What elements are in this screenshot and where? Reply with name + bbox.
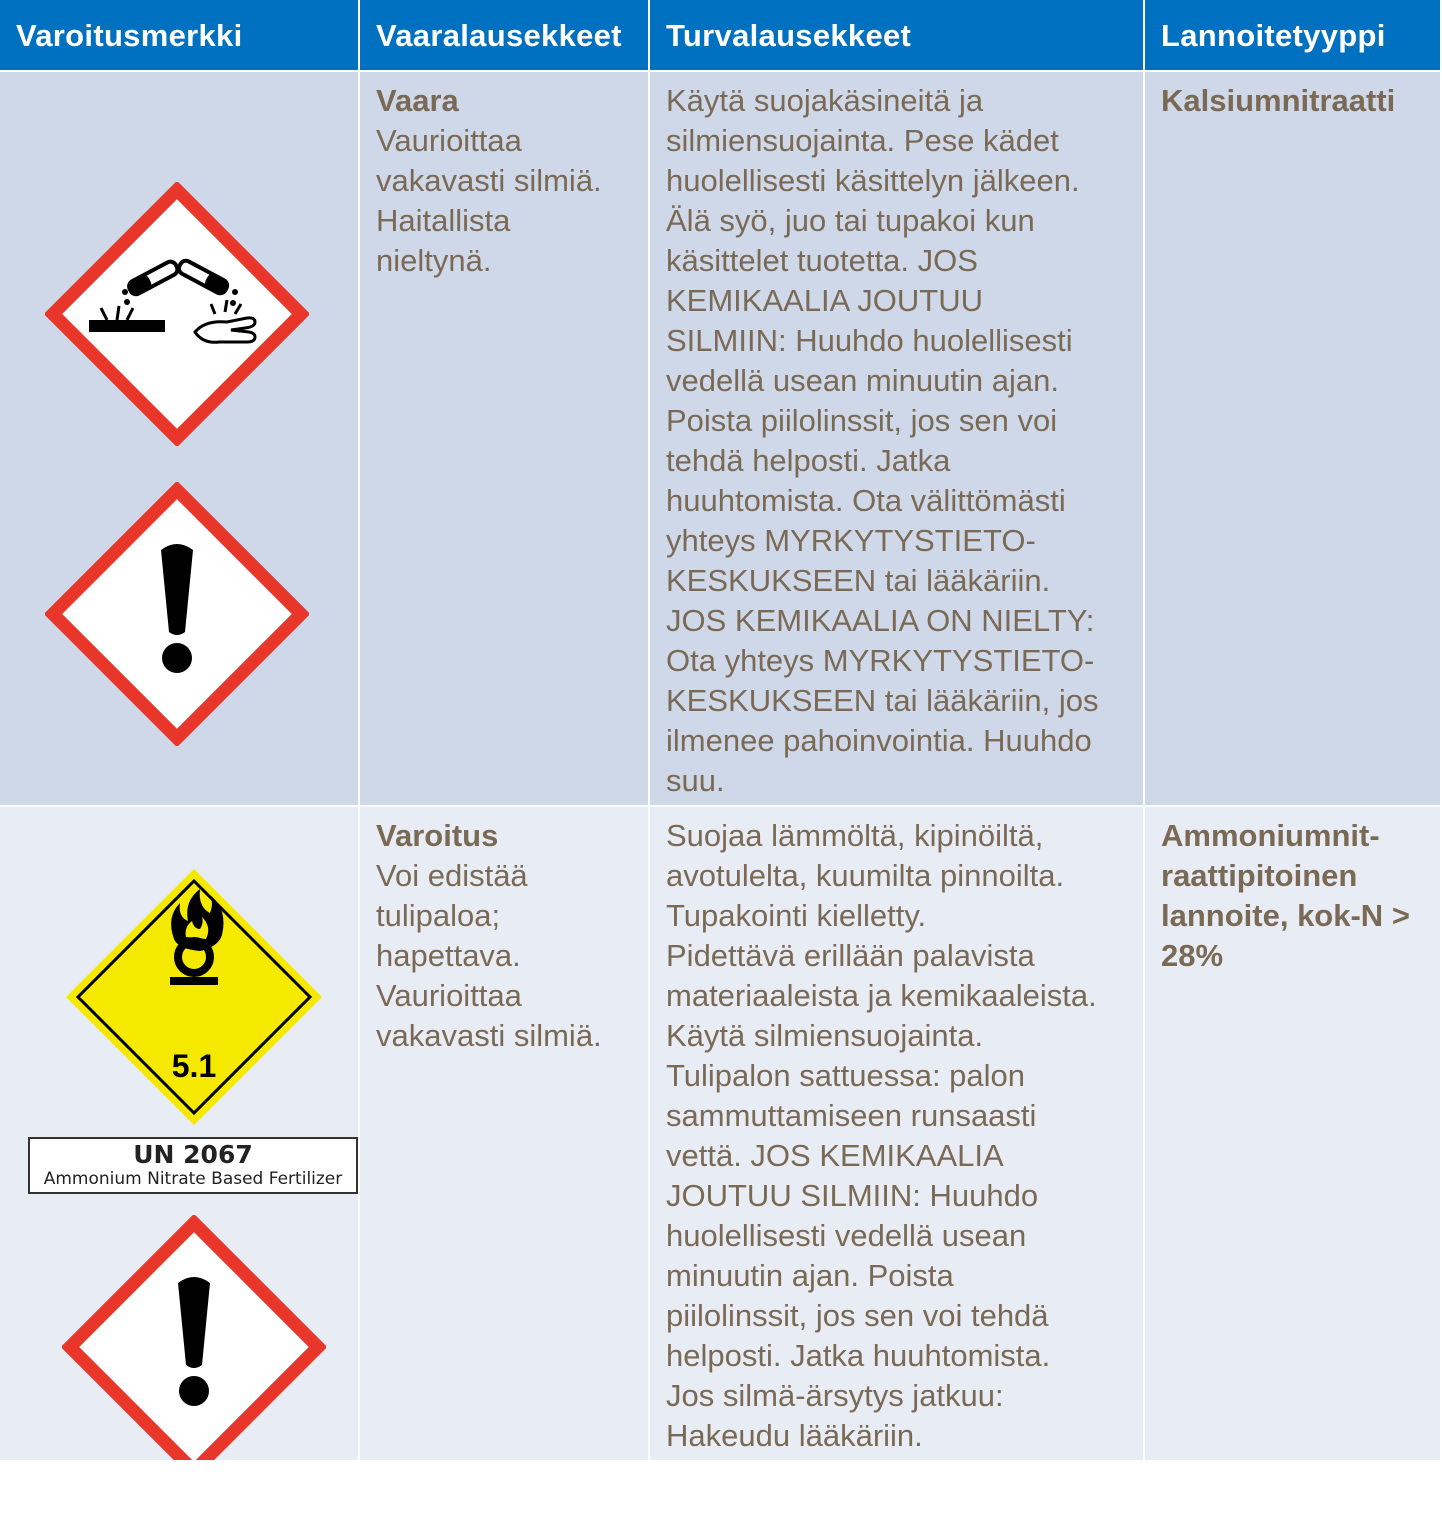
header-turvalausekkeet: Turvalausekkeet (650, 0, 1145, 72)
hazard-line: Vaurioittaa (376, 978, 522, 1013)
un-label (28, 1137, 358, 1194)
exclamation-icon (45, 482, 309, 746)
safety-line: Käytä silmiensuojainta. (666, 1018, 984, 1053)
safety-line: Suojaa lämmöltä, kipinöiltä, (666, 818, 1044, 853)
safety-line: Älä syö, juo tai tupakoi kun (666, 203, 1035, 238)
hazard-line: vakavasti silmiä. (376, 163, 602, 198)
fertilizer-line: > 28% (1161, 898, 1410, 973)
safety-line: käsittelet tuotetta. JOS (666, 243, 978, 278)
fertilizer-line: Kalsiumnitraatti (1161, 83, 1396, 118)
safety-line: ilmenee pahoinvointia. Huuhdo (666, 723, 1092, 758)
safety-line: SILMIIN: Huuhdo huolellisesti (666, 323, 1073, 358)
row2-hazard-statements (360, 807, 650, 1462)
safety-line: Ota yhteys MYRKYTYSTIETO- (666, 643, 1095, 678)
safety-line: JOUTUU SILMIIN: Huuhdo (666, 1178, 1039, 1213)
fertilizer-line: raattipitoinen (1161, 858, 1358, 893)
safety-line: Tulipalon sattuessa: palon (666, 1058, 1026, 1093)
row1-hazard-statements (360, 72, 650, 807)
row2-pictograms (0, 807, 360, 1462)
safety-line: KEMIKAALIA JOUTUU (666, 283, 983, 318)
safety-line: KESKUKSEEN tai lääkäriin. (666, 563, 1051, 598)
safety-line: materiaaleista ja kemikaaleista. (666, 978, 1097, 1013)
safety-line: avotulelta, kuumilta pinnoilta. (666, 858, 1065, 893)
hazard-line: vakavasti silmiä. (376, 1018, 602, 1053)
safety-line: vettä. JOS KEMIKAALIA (666, 1138, 1004, 1173)
safety-line: sammuttamiseen runsaasti (666, 1098, 1037, 1133)
signal-word: Vaara (376, 83, 459, 118)
safety-line: yhteys MYRKYTYSTIETO- (666, 523, 1036, 558)
hazard-line: nieltynä. (376, 243, 492, 278)
safety-line: Hakeudu lääkäriin. (666, 1418, 923, 1453)
exclamation-icon (62, 1215, 326, 1462)
header-vaaralausekkeet: Vaaralausekkeet (360, 0, 650, 72)
fertilizer-line: lannoite, kok-N (1161, 898, 1384, 933)
safety-line: silmiensuojainta. Pese kädet (666, 123, 1059, 158)
row1-safety-statements (650, 72, 1145, 807)
hazard-line: Voi edistää (376, 858, 528, 893)
hazard-line: hapettava. (376, 938, 521, 973)
safety-line: Poista piilolinssit, jos sen voi (666, 403, 1058, 438)
safety-line: piilolinssit, jos sen voi tehdä (666, 1298, 1049, 1333)
oxidizer-icon (62, 865, 326, 1129)
header-varoitusmerkki: Varoitusmerkki (0, 0, 360, 72)
un-number: UN 2067 (133, 1140, 253, 1169)
hazard-line: tulipaloa; (376, 898, 501, 933)
safety-line: tehdä helposti. Jatka (666, 443, 951, 478)
hazard-line: Haitallista (376, 203, 511, 238)
safety-line: huolellisesti käsittelyn jälkeen. (666, 163, 1080, 198)
row2-fertilizer-type (1145, 807, 1442, 1462)
safety-line: huolellisesti vedellä usean (666, 1218, 1027, 1253)
safety-line: vedellä usean minuutin ajan. (666, 363, 1059, 398)
safety-line: Käytä suojakäsineitä ja (666, 83, 984, 118)
safety-line: Pidettävä erillään palavista (666, 938, 1035, 973)
safety-line: Tupakointi kielletty. (666, 898, 927, 933)
header-lannoitetyyppi: Lannoitetyyppi (1145, 0, 1442, 72)
safety-line: KESKUKSEEN tai lääkäriin, jos (666, 683, 1099, 718)
safety-line: minuutin ajan. Poista (666, 1258, 954, 1293)
safety-line: Jos silmä-ärsytys jatkuu: (666, 1378, 1004, 1413)
corrosion-icon (45, 182, 309, 446)
row2-safety-statements (650, 807, 1145, 1462)
row1-fertilizer-type (1145, 72, 1442, 807)
un-description: Ammonium Nitrate Based Fertilizer (43, 1169, 343, 1189)
fertilizer-line: Ammoniumnit- (1161, 818, 1380, 853)
safety-line: suu. (666, 763, 725, 798)
safety-line: JOS KEMIKAALIA ON NIELTY: (666, 603, 1095, 638)
hazard-line: Vaurioittaa (376, 123, 522, 158)
row1-pictograms (0, 72, 360, 807)
safety-line: helposti. Jatka huuhtomista. (666, 1338, 1051, 1373)
signal-word: Varoitus (376, 818, 499, 853)
safety-line: huuhtomista. Ota välittömästi (666, 483, 1066, 518)
oxidizer-class-label: 5.1 (171, 1048, 217, 1084)
